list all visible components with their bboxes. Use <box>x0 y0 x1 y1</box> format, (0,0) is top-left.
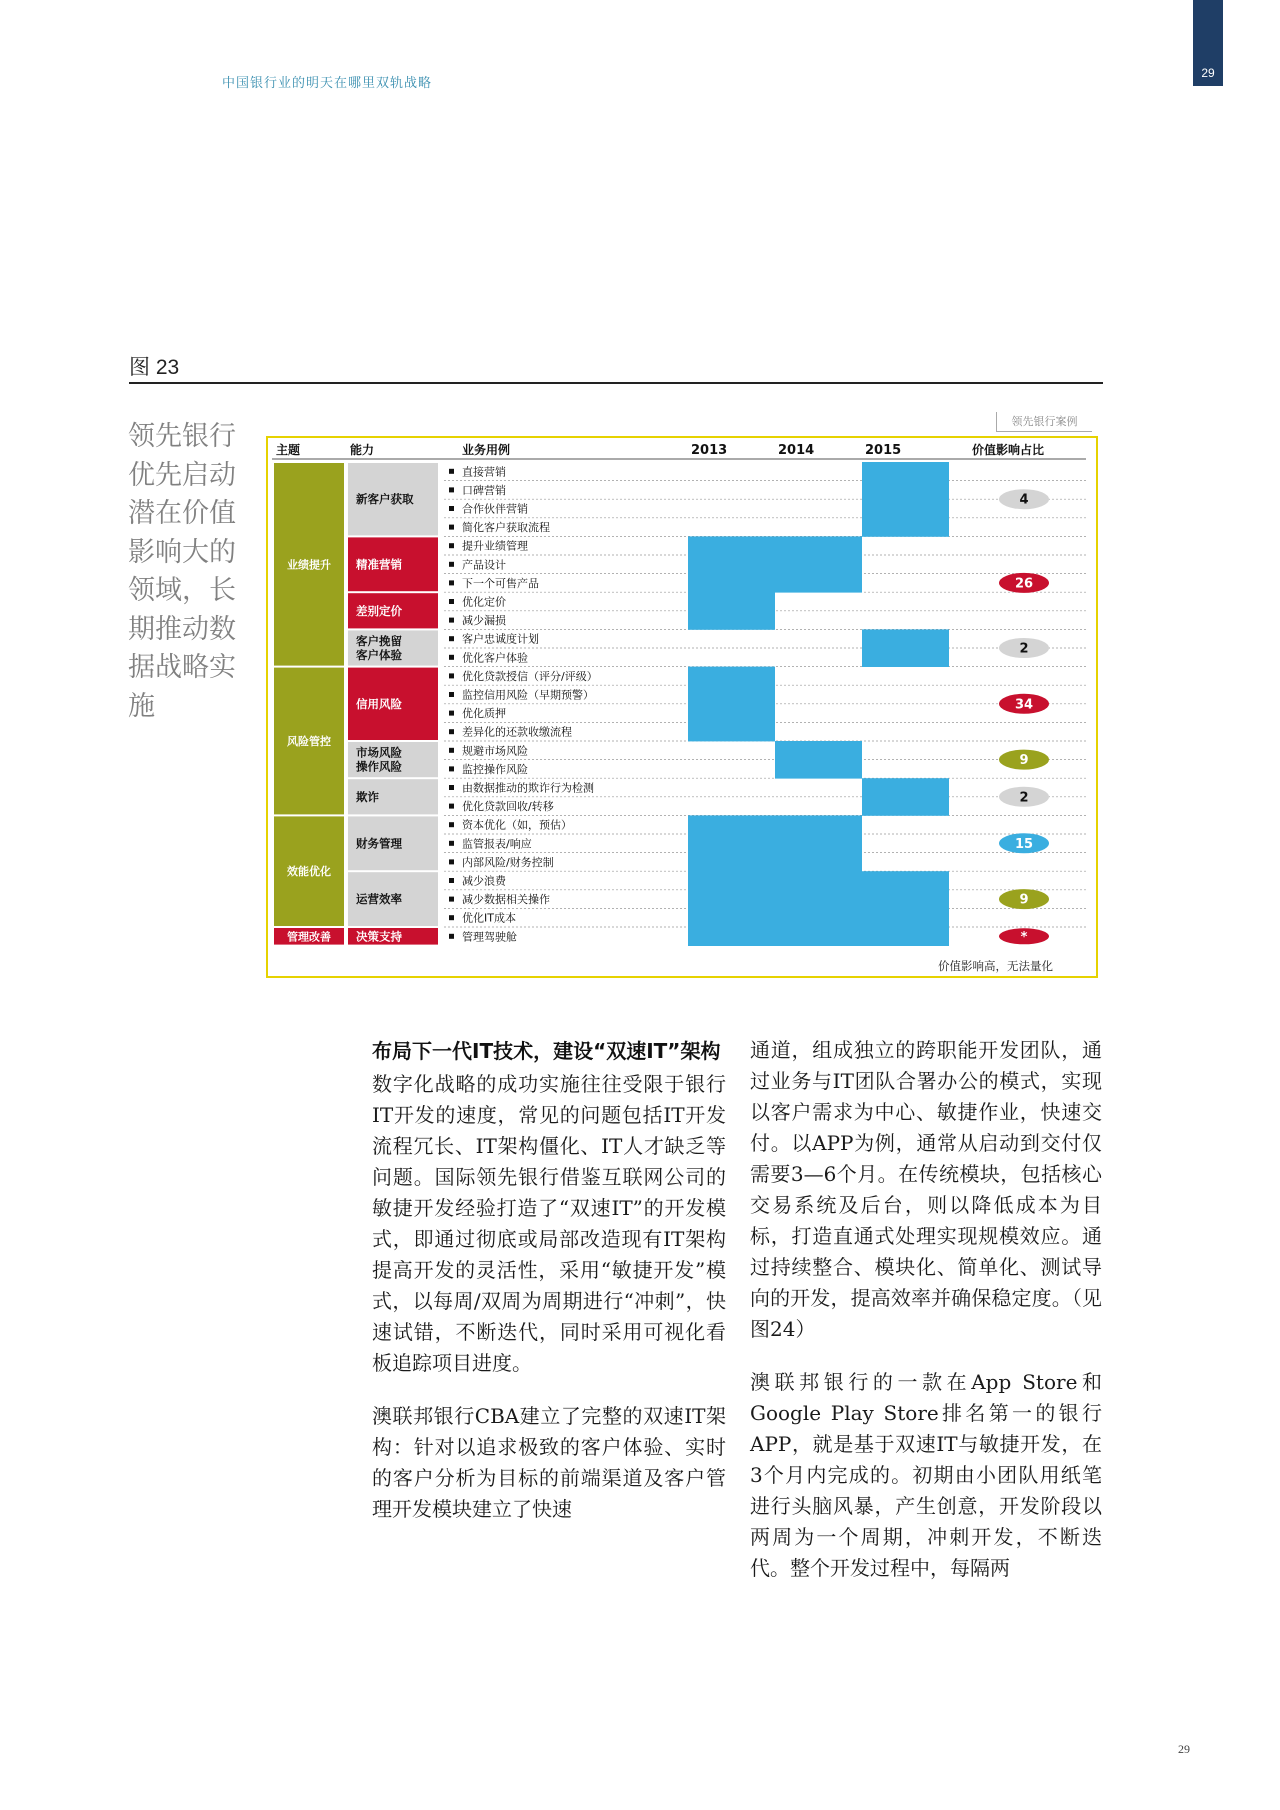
use-case-bullet <box>449 636 454 641</box>
use-case-label: 口碑营销 <box>462 483 506 497</box>
use-case-bullet <box>449 822 454 827</box>
timeline-bar <box>862 629 949 648</box>
timeline-bar <box>688 555 775 574</box>
figure-label: 图 23 <box>129 356 180 379</box>
timeline-bar <box>775 815 862 834</box>
body-column-left <box>372 1035 726 1547</box>
use-case-bullet <box>449 766 454 771</box>
paragraph: 澳联邦银行CBA建立了完整的双速IT架构：针对以追求极致的客户体验、实时的客户分析为目标的前端渠道及客户管理开发模块建立了快速 <box>372 1404 726 1521</box>
header-year-2015: 2015 <box>865 443 902 458</box>
use-case-bullet <box>449 618 454 623</box>
timeline-bar <box>862 927 949 946</box>
capability-label: 信用风险 <box>356 696 402 711</box>
use-case-bullet <box>449 692 454 697</box>
capability-label: 财务管理 <box>356 836 402 851</box>
value-impact-label: * <box>1020 929 1028 945</box>
timeline-bar <box>688 611 775 630</box>
use-case-bullet <box>449 711 454 716</box>
timeline-bar <box>688 574 775 593</box>
use-case-bullet <box>449 487 454 492</box>
timeline-bar <box>688 927 775 946</box>
use-case-bullet <box>449 580 454 585</box>
use-case-label: 直接营销 <box>462 465 506 479</box>
use-case-label: 差异化的还款收缴流程 <box>462 725 572 739</box>
capability-label: 操作风险 <box>356 759 402 774</box>
timeline-bar <box>862 908 949 927</box>
use-case-bullet <box>449 785 454 790</box>
timeline-bar <box>775 890 862 909</box>
timeline-bar <box>775 853 862 872</box>
use-case-bullet <box>449 804 454 809</box>
timeline-bar <box>775 760 862 779</box>
use-case-label: 优化贷款授信（评分/评级） <box>462 669 598 683</box>
capability-label: 精准营销 <box>356 557 402 572</box>
timeline-bar <box>688 667 775 686</box>
roadmap-chart-svg <box>268 438 1096 976</box>
use-case-label: 提升业绩管理 <box>462 539 528 553</box>
value-impact-label: 9 <box>1019 753 1029 769</box>
timeline-bar <box>688 853 775 872</box>
use-case-label: 监控操作风险 <box>462 762 528 776</box>
use-case-label: 资本优化（如，预估） <box>462 818 572 832</box>
timeline-bar <box>688 834 775 853</box>
header-year-2013: 2013 <box>691 443 728 458</box>
use-case-label: 规避市场风险 <box>462 744 528 758</box>
timeline-bar <box>862 499 949 518</box>
timeline-bar <box>688 908 775 927</box>
use-case-bullet <box>449 655 454 660</box>
timeline-bar <box>775 871 862 890</box>
use-case-bullet <box>449 748 454 753</box>
use-case-bullet <box>449 599 454 604</box>
header-year-2014: 2014 <box>778 443 815 458</box>
value-impact-label: 4 <box>1019 492 1029 508</box>
timeline-bar <box>775 555 862 574</box>
timeline-bar <box>862 648 949 667</box>
body-column-right <box>750 1035 1102 1606</box>
use-case-label: 合作伙伴营销 <box>462 502 528 516</box>
use-case-label: 由数据推动的欺诈行为检测 <box>462 781 594 795</box>
timeline-bar <box>688 592 775 611</box>
timeline-bar <box>775 741 862 760</box>
timeline-bar <box>688 685 775 704</box>
paragraph: 数字化战略的成功实施往往受限于银行IT开发的速度，常见的问题包括IT开发流程冗长、IT架构僵化、IT人才缺乏等问题。国际领先银行借鉴互联网公司的敏捷开发经验打造了“双速IT”的开发模式，即通过彻底或局部改造现有IT架构提高开发的灵活性，采用“敏捷开发”模式，以每周/双周为周期进行“冲刺”，快速试错，不断迭代，同时采用可视化看板追踪项目进度。 <box>372 1072 726 1375</box>
capability-label: 客户挽留 <box>356 634 402 648</box>
timeline-bar <box>862 778 949 797</box>
capability-label: 客户体验 <box>356 648 402 662</box>
use-case-bullet <box>449 934 454 939</box>
theme-label: 管理改善 <box>287 930 331 944</box>
theme-label: 业绩提升 <box>287 558 331 572</box>
use-case-bullet <box>449 469 454 474</box>
use-case-label: 优化质押 <box>462 707 506 721</box>
use-case-bullet <box>449 525 454 530</box>
use-case-label: 简化客户获取流程 <box>462 521 550 535</box>
use-case-label: 下一个可售产品 <box>462 576 539 590</box>
use-case-label: 监控信用风险（早期预警） <box>462 688 594 702</box>
use-case-bullet <box>449 729 454 734</box>
use-case-label: 减少漏损 <box>462 614 506 628</box>
capability-label: 差别定价 <box>356 603 402 618</box>
timeline-bar <box>688 722 775 741</box>
theme-label: 效能优化 <box>287 865 331 879</box>
use-case-bullet <box>449 506 454 511</box>
header-capability: 能力 <box>350 443 375 457</box>
value-impact-label: 9 <box>1019 892 1029 908</box>
timeline-bar <box>862 518 949 537</box>
capability-label: 运营效率 <box>356 892 402 907</box>
timeline-bar <box>688 536 775 555</box>
page-number: 29 <box>1178 1742 1190 1756</box>
value-impact-label: 26 <box>1014 576 1034 592</box>
timeline-bar <box>775 834 862 853</box>
use-case-label: 优化定价 <box>462 595 506 609</box>
timeline-bar <box>775 908 862 927</box>
timeline-bar <box>862 797 949 816</box>
theme-label: 风险管控 <box>287 735 331 748</box>
timeline-bar <box>775 927 862 946</box>
timeline-bar <box>775 574 862 593</box>
timeline-bar <box>862 871 949 890</box>
timeline-bar <box>862 481 949 500</box>
use-case-label: 产品设计 <box>462 558 506 572</box>
capability-label: 新客户获取 <box>356 492 414 507</box>
use-case-label: 减少浪费 <box>462 874 506 888</box>
timeline-bar <box>862 462 949 481</box>
use-case-bullet <box>449 841 454 846</box>
use-case-bullet <box>449 859 454 864</box>
page-tab: 29 <box>1193 0 1223 86</box>
use-case-bullet <box>449 878 454 883</box>
paragraph: 澳联邦银行的一款在App Store和Google Play Store排名第一的银行APP，就是基于双速IT与敏捷开发，在3个月内完成的。初期由小团队用纸笔进行头脑风暴，产生创意，开发阶段以两周为一个周期，冲刺开发，不断迭代。整个开发过程中，每隔两 <box>750 1370 1102 1580</box>
use-case-label: 优化客户体验 <box>462 651 528 665</box>
timeline-bar <box>688 871 775 890</box>
use-case-bullet <box>449 562 454 567</box>
header-value-impact: 价值影响占比 <box>972 443 1045 457</box>
timeline-bar <box>688 890 775 909</box>
use-case-label: 减少数据相关操作 <box>462 893 550 907</box>
roadmap-chart <box>266 436 1098 978</box>
header-use-case: 业务用例 <box>462 443 511 457</box>
timeline-bar <box>862 890 949 909</box>
use-case-label: 管理驾驶舱 <box>462 930 517 944</box>
value-impact-label: 34 <box>1014 697 1034 713</box>
running-header: 中国银行业的明天在哪里双轨战略 <box>222 76 433 91</box>
use-case-bullet <box>449 673 454 678</box>
value-impact-label: 2 <box>1019 641 1029 657</box>
capability-label: 市场风险 <box>356 745 402 760</box>
capability-label: 决策支持 <box>356 929 402 944</box>
capability-label: 欺诈 <box>356 789 379 804</box>
use-case-bullet <box>449 897 454 902</box>
timeline-bar <box>775 536 862 555</box>
use-case-label: 优化贷款回收/转移 <box>462 800 554 814</box>
section-heading: 布局下一代IT技术，建设“双速IT”架构 <box>372 1039 721 1063</box>
use-case-label: 优化IT成本 <box>462 911 516 925</box>
header-theme: 主题 <box>276 443 301 457</box>
figure-side-caption: 领先银行优先启动潜在价值影响大的领域，长期推动数据战略实施 <box>128 421 236 722</box>
use-case-label: 内部风险/财务控制 <box>462 855 554 869</box>
use-case-bullet <box>449 543 454 548</box>
use-case-label: 客户忠诚度计划 <box>462 632 539 646</box>
source-tag: 领先银行案例 <box>996 412 1092 432</box>
paragraph: 通道，组成独立的跨职能开发团队，通过业务与IT团队合署办公的模式，实现以客户需求为中心、敏捷作业，快速交付。以APP为例，通常从启动到交付仅需要3—6个月。在传统模块，包括核心交易系统及后台，则以降低成本为目标，打造直通式处理实现规模效应。通过持续整合、模块化、简单化、测试导向的开发，提高效率并确保稳定度。（见图24） <box>750 1038 1102 1341</box>
value-impact-label: 2 <box>1019 790 1029 806</box>
timeline-bar <box>688 815 775 834</box>
timeline-bar <box>688 704 775 723</box>
value-impact-label: 15 <box>1014 836 1034 852</box>
use-case-label: 监管报表/响应 <box>462 837 532 851</box>
chart-footnote: 价值影响高，无法量化 <box>938 959 1053 973</box>
use-case-bullet <box>449 915 454 920</box>
figure-divider <box>129 382 1103 384</box>
